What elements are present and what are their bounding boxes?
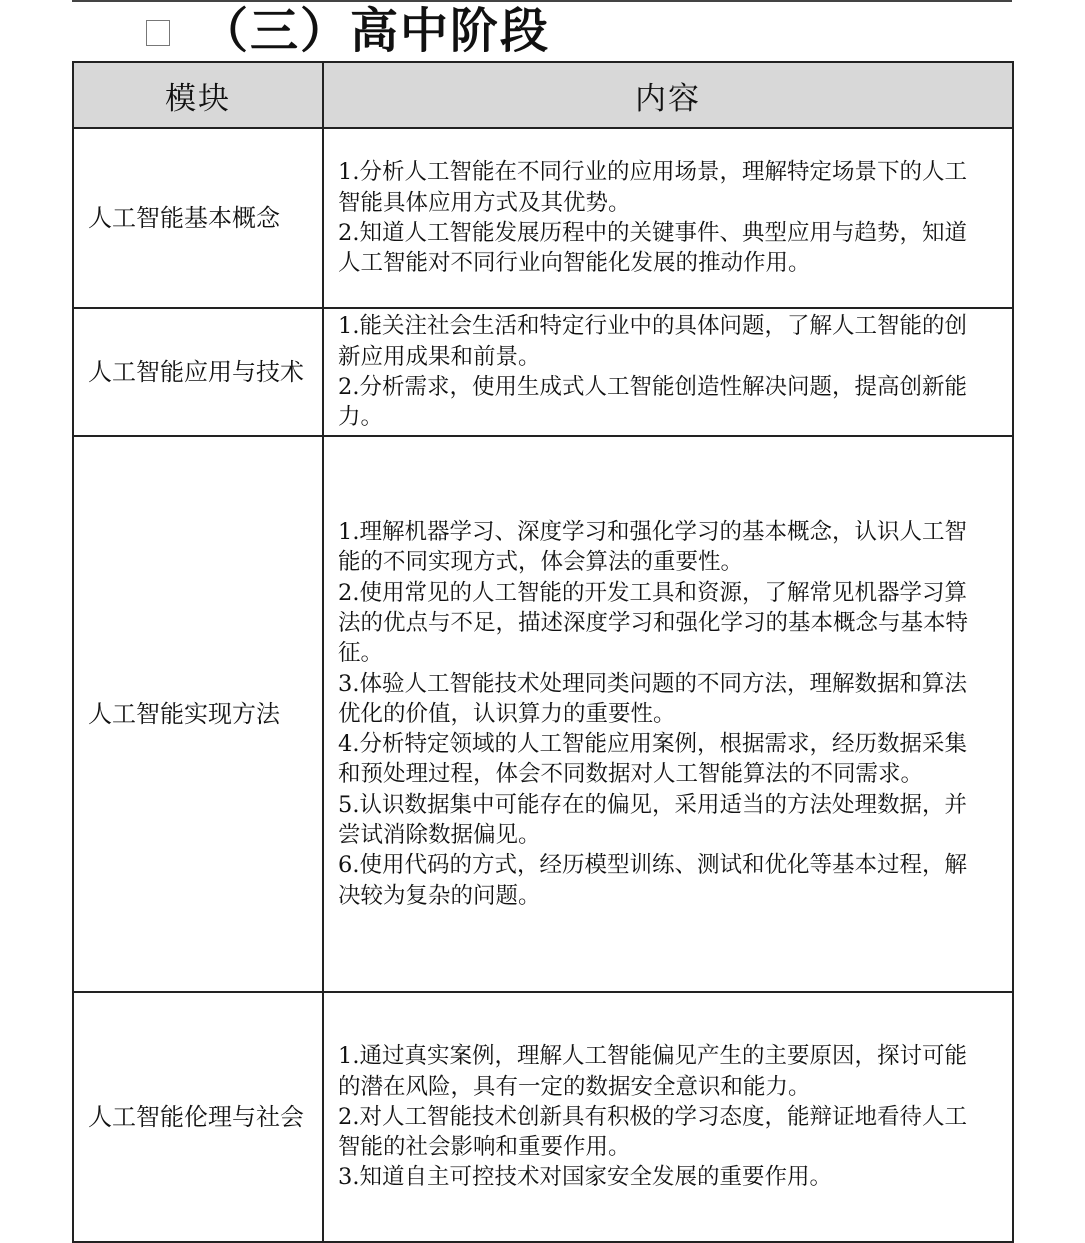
header-module: 模块: [73, 62, 323, 128]
content-item: 1.通过真实案例，理解人工智能偏见产生的主要原因，探讨可能的潜在风险，具有一定的数据安全意识和能力。: [338, 1043, 967, 1100]
content-item: 6.使用代码的方式，经历模型训练、测试和优化等基本过程，解决较为复杂的问题。: [338, 852, 967, 909]
module-cell: 人工智能应用与技术: [73, 308, 323, 436]
empty-square-icon: [146, 20, 170, 46]
header-content: 内容: [323, 62, 1013, 128]
content-item: 4.分析特定领域的人工智能应用案例，根据需求，经历数据采集和预处理过程，体会不同数据对人工智能算法的不同需求。: [338, 731, 967, 788]
content-item: 2.分析需求，使用生成式人工智能创造性解决问题，提高创新能力。: [338, 374, 967, 431]
content-item: 2.知道人工智能发展历程中的关键事件、典型应用与趋势，知道人工智能对不同行业向智能化发展的推动作用。: [338, 220, 967, 277]
curriculum-table: [72, 61, 1014, 1243]
module-cell: 人工智能伦理与社会: [73, 992, 323, 1242]
content-item: 1.分析人工智能在不同行业的应用场景，理解特定场景下的人工智能具体应用方式及其优势。: [338, 159, 967, 216]
section-title: （三）高中阶段: [200, 3, 551, 59]
content-cell: [323, 128, 1013, 308]
content-item: 3.体验人工智能技术处理同类问题的不同方法，理解数据和算法优化的价值，认识算力的重要性。: [338, 670, 967, 727]
table-row: [73, 128, 1013, 308]
content-item: 3.知道自主可控技术对国家安全发展的重要作用。: [338, 1164, 832, 1191]
content-item: 1.理解机器学习、深度学习和强化学习的基本概念，认识人工智能的不同实现方式，体会算法的重要性。: [338, 519, 967, 576]
section-heading: [146, 0, 550, 62]
content-cell: [323, 992, 1013, 1242]
table-row: [73, 436, 1013, 992]
table-header-row: [73, 62, 1013, 128]
module-cell: 人工智能实现方法: [73, 436, 323, 992]
module-cell: 人工智能基本概念: [73, 128, 323, 308]
table-row: [73, 992, 1013, 1242]
table-row: [73, 308, 1013, 436]
content-cell: [323, 436, 1013, 992]
content-item: 2.对人工智能技术创新具有积极的学习态度，能辩证地看待人工智能的社会影响和重要作用。: [338, 1103, 967, 1161]
content-cell: [323, 308, 1013, 436]
content-item: 5.认识数据集中可能存在的偏见，采用适当的方法处理数据，并尝试消除数据偏见。: [338, 791, 967, 849]
content-item: 1.能关注社会生活和特定行业中的具体问题，了解人工智能的创新应用成果和前景。: [338, 313, 967, 370]
content-item: 2.使用常见的人工智能的开发工具和资源，了解常见机器学习算法的优点与不足，描述深度学习和强化学习的基本概念与基本特征。: [338, 579, 969, 667]
